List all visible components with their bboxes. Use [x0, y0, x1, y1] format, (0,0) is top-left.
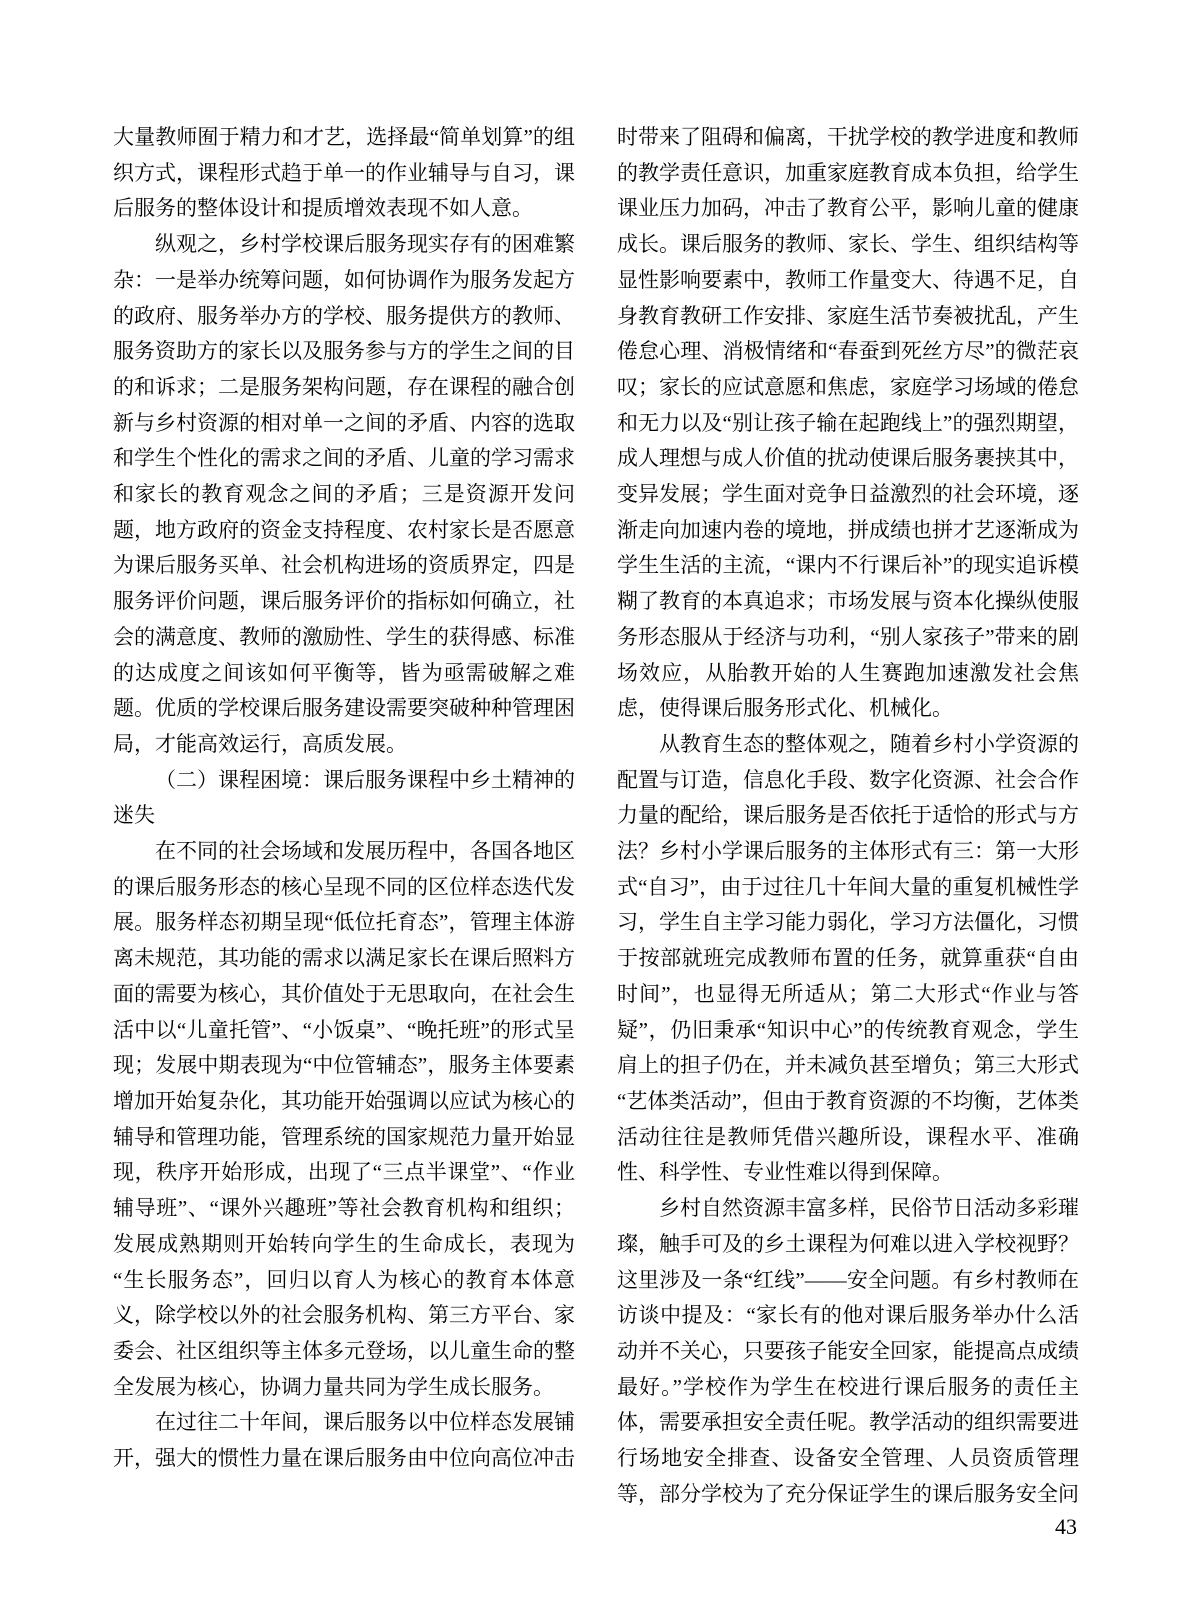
paragraph: 纵观之，乡村学校课后服务现实存有的困难繁杂：一是举办统筹问题，如何协调作为服务发起方的政府、服务举办方的学校、服务提供方的教师、服务资助方的家长以及服务参与方的学生之间的目的和诉求；二是服务架构问题，存在课程的融合创新与乡村资源的相对单一之间的矛盾、内容的选取和学生个性化的需求之间的矛盾、儿童的学习需求和家长的教育观念之间的矛盾；三是资源开发问题，地方政府的资金支持程度、农村家长是否愿意为课后服务买单、社会机构进场的资质界定，四是服务评价问题，课后服务评价的指标如何确立，社会的满意度、教师的激励性、学生的获得感、标准的达成度之间该如何平衡等，皆为亟需破解之难题。优质的学校课后服务建设需要突破种种管理困局，才能高效运行，高质发展。 — [113, 232, 575, 756]
paragraph: 时带来了阻碍和偏离，干扰学校的教学进度和教师的教学责任意识，加重家庭教育成本负担，给学生课业压力加码，冲击了教育公平，影响儿童的健康成长。课后服务的教师、家长、学生、组织结构等显性影响要素中，教师工作量变大、待遇不足，自身教育教研工作安排、家庭生活节奏被扰乱，产生倦怠心理、消极情绪和“春蚕到死丝方尽”的微茫哀叹；家长的应试意愿和焦虑，家庭学习场域的倦怠和无力以及“别让孩子输在起跑线上”的强烈期望，成人理想与成人价值的扰动使课后服务裹挟其中，变异发展；学生面对竞争日益激烈的社会环境，逐渐走向加速内卷的境地，拼成绩也拼才艺逐渐成为学生生活的主流，“课内不行课后补”的现实追诉模糊了教育的本真追求；市场发展与资本化操纵使服务形态服从于经济与功利，“别人家孩子”带来的剧场效应，从胎教开始的人生赛跑加速激发社会焦虑，使得课后服务形式化、机械化。 — [617, 125, 1079, 721]
right-column — [617, 120, 1079, 1512]
page-number: 43 — [1055, 1514, 1077, 1539]
paragraph: 从教育生态的整体观之，随着乡村小学资源的配置与订造，信息化手段、数字化资源、社会合作力量的配给，课后服务是否依托于适恰的形式与方法？乡村小学课后服务的主体形式有三：第一大形式“自习”，由于过往几十年间大量的重复机械性学习，学生自主学习能力弱化，学习方法僵化，习惯于按部就班完成教师布置的任务，就算重获“自由时间”，也显得无所适从；第二大形式“作业与答疑”，仍旧秉承“知识中心”的传统教育观念，学生肩上的担子仍在，并未减负甚至增负；第三大形式“艺体类活动”，但由于教育资源的不均衡，艺体类活动往往是教师凭借兴趣所设，课程水平、准确性、科学性、专业性难以得到保障。 — [617, 731, 1079, 1185]
paragraph: 在过往二十年间，课后服务以中位样态发展铺开，强大的惯性力量在课后服务由中位向高位冲击 — [113, 1410, 575, 1471]
paragraph: 在不同的社会场域和发展历程中，各国各地区的课后服务形态的核心呈现不同的区位样态迭代发展。服务样态初期呈现“低位托育态”，管理主体游离未规范，其功能的需求以满足家长在课后照料方面的需要为核心，其价值处于无思取向，在社会生活中以“儿童托管”、“小饭桌”、“晚托班”的形式呈现；发展中期表现为“中位管辅态”，服务主体要素增加开始复杂化，其功能开始强调以应试为核心的辅导和管理功能，管理系统的国家规范力量开始显现，秩序开始形成，出现了“三点半课堂”、“作业辅导班”、“课外兴趣班”等社会教育机构和组织；发展成熟期则开始转向学生的生命成长，表现为“生长服务态”，回归以育人为核心的教育本体意义，除学校以外的社会服务机构、第三方平台、家委会、社区组织等主体多元登场，以儿童生命的整全发展为核心，协调力量共同为学生成长服务。 — [113, 839, 575, 1399]
left-column — [113, 120, 575, 1477]
paragraph: 乡村自然资源丰富多样，民俗节日活动多彩璀璨，触手可及的乡土课程为何难以进入学校视野？这里涉及一条“红线”——安全问题。有乡村教师在访谈中提及：“家长有的他对课后服务举办什么活动并不关心，只要孩子能安全回家，能提高点成绩最好。”学校作为学生在校进行课后服务的责任主体，需要承担安全责任呢。教学活动的组织需要进行场地安全排查、设备安全管理、人员资质管理等，部分学校为了充分保证学生的课后服务安全问 — [617, 1196, 1079, 1506]
paragraph: 大量教师囿于精力和才艺，选择最“简单划算”的组织方式，课程形式趋于单一的作业辅导与自习，课后服务的整体设计和提质增效表现不如人意。 — [113, 125, 575, 221]
section-heading: （二）课程困境：课后服务课程中乡土精神的迷失 — [113, 767, 575, 828]
